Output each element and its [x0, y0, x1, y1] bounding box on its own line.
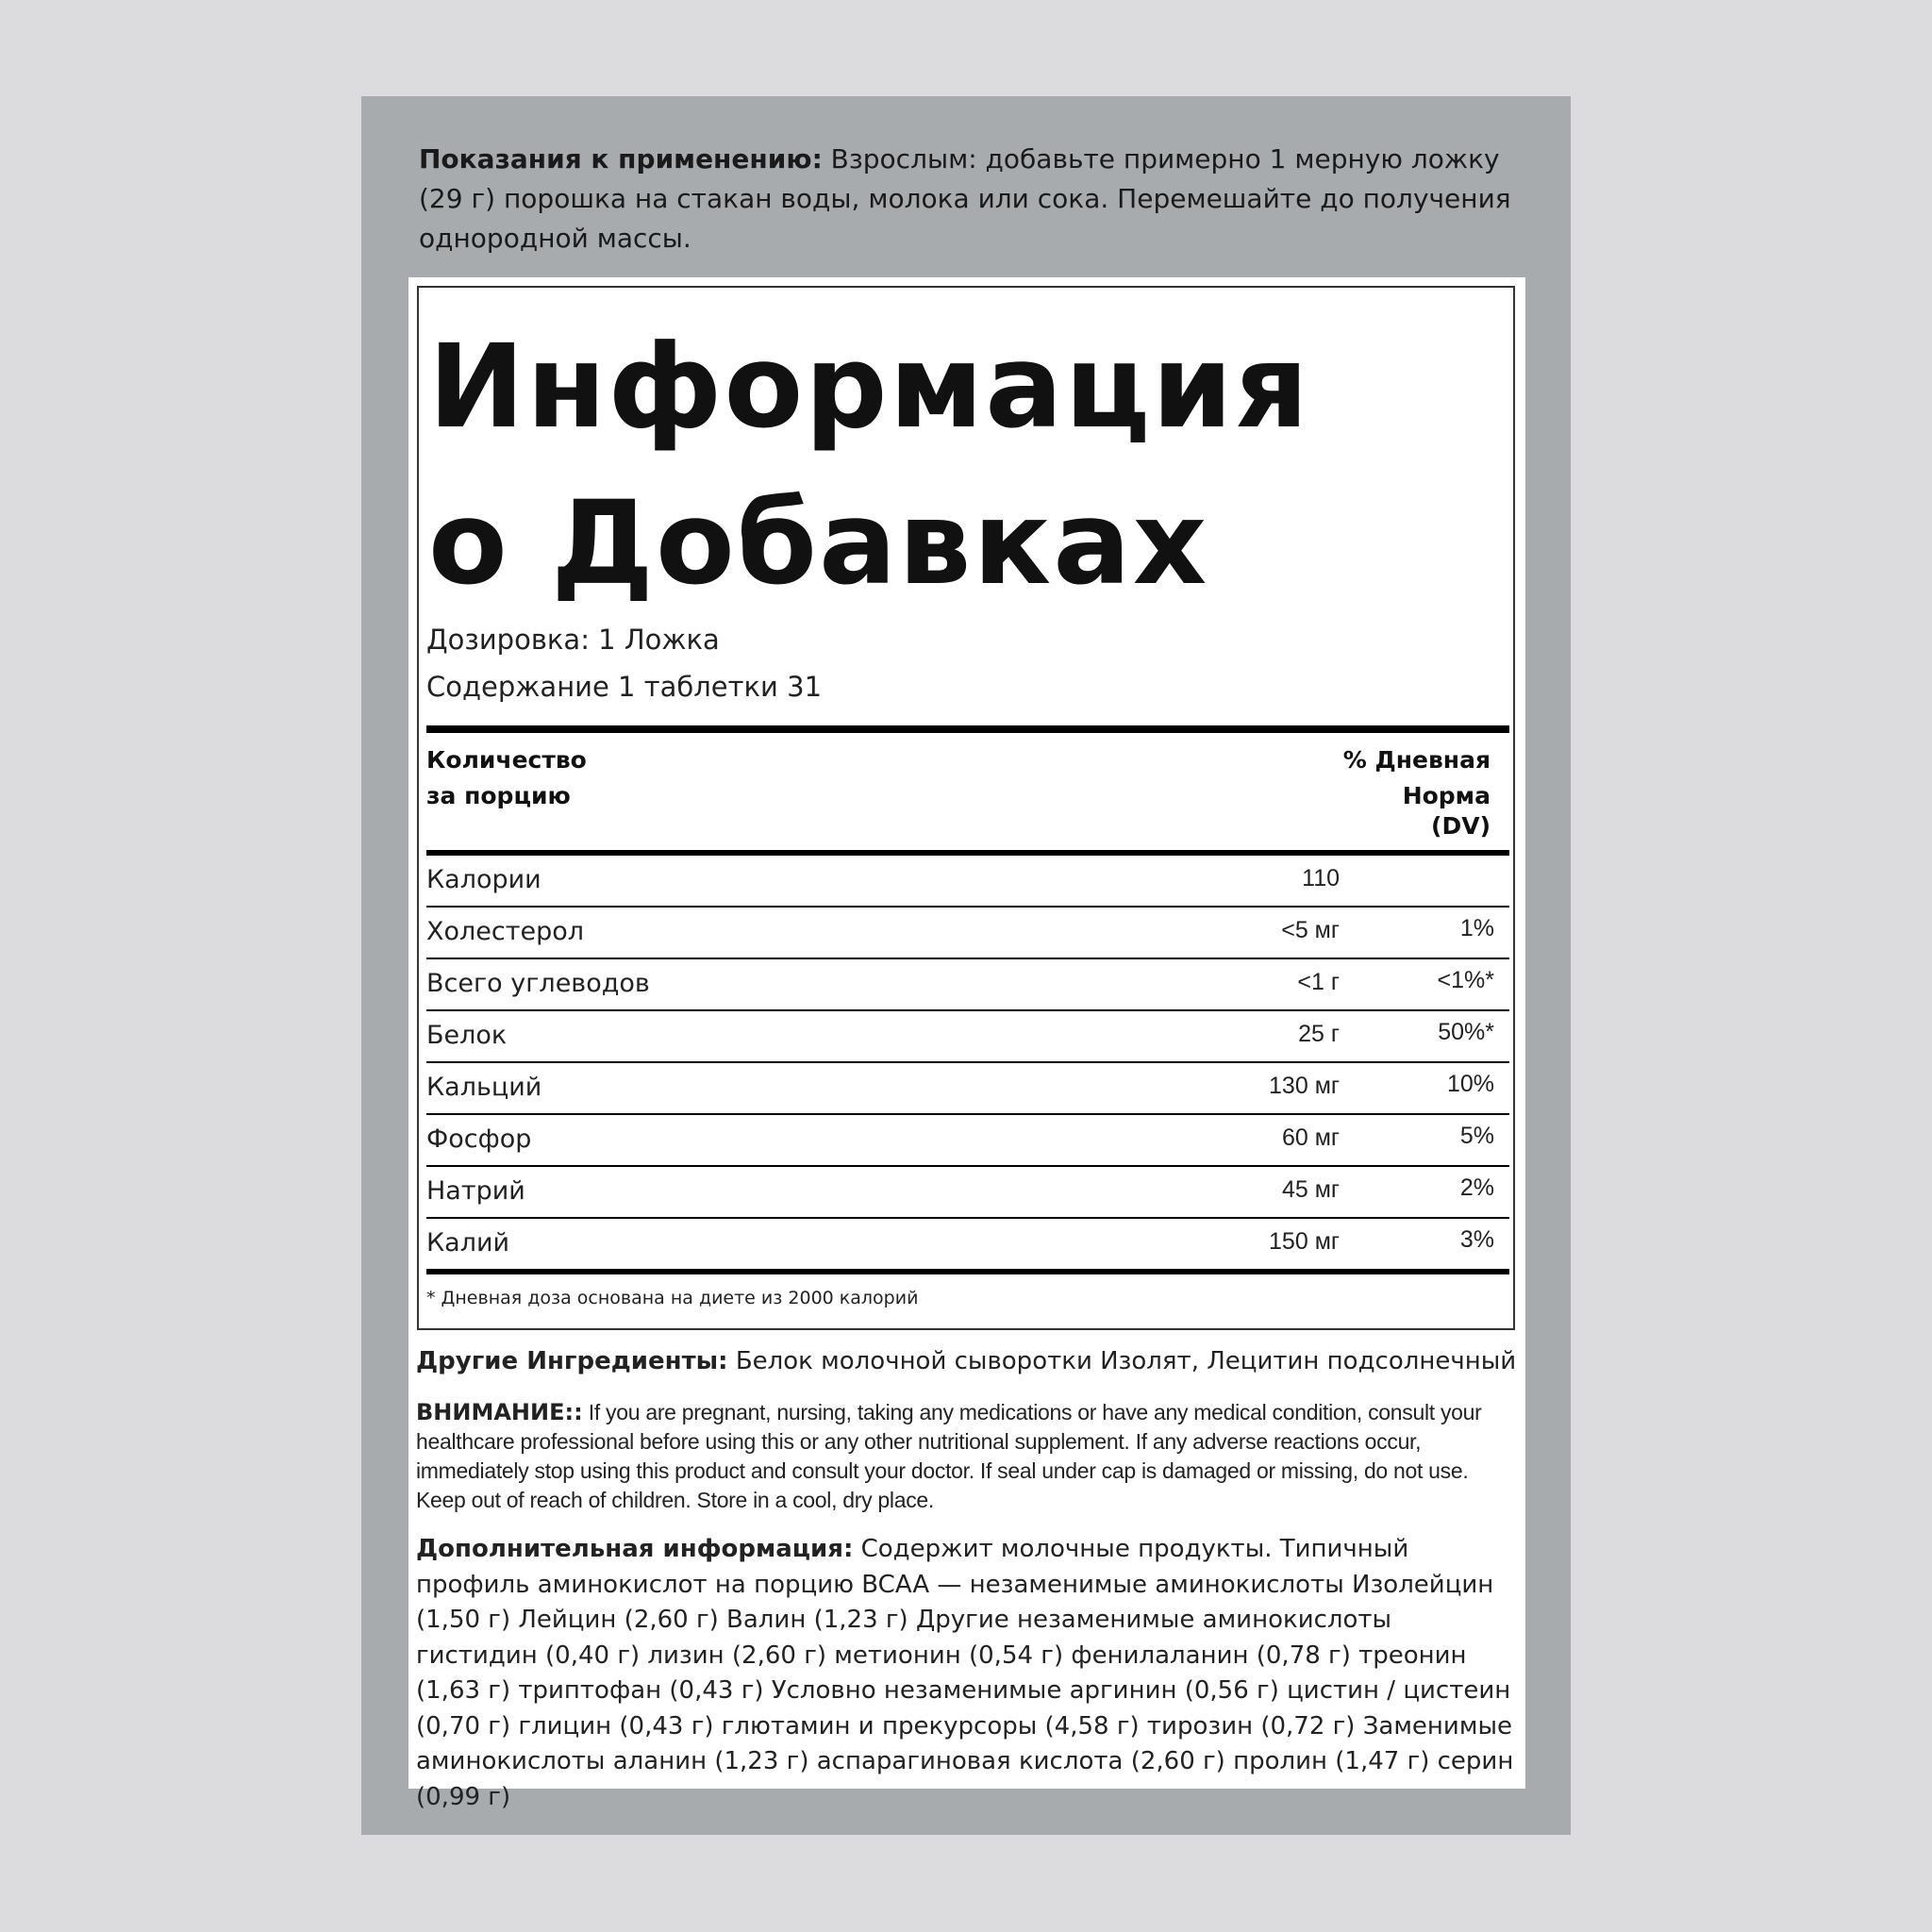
amount-header-line2: за порцию — [426, 782, 571, 809]
warning-text: If you are pregnant, nursing, taking any medications or have any medical condition, consult your healthcare professional before using this or any other nutritional supplement. If any adverse reactions occur, immediately stop using this product and consult your doctor. If seal under cap is damaged or missing, do not use. Keep out of reach of children. Store in a cool, dry place. — [416, 1400, 1482, 1512]
amount-header — [426, 742, 587, 814]
divider-thick — [426, 725, 1509, 733]
facts-title: Информация о Добавках — [428, 320, 1310, 610]
dv-header — [1343, 742, 1491, 839]
nutrient-row — [426, 1011, 1509, 1063]
directions-label: Показания к применению: — [419, 143, 823, 175]
nutrient-row — [426, 856, 1509, 908]
nutrient-name: Натрий — [426, 1176, 525, 1206]
divider-bottom — [426, 1269, 1509, 1274]
nutrient-name: Кальций — [426, 1073, 542, 1102]
nutrient-amount: 45 мг — [1281, 1176, 1340, 1203]
nutrient-amount: <5 мг — [1281, 917, 1340, 943]
nutrient-row — [426, 959, 1509, 1011]
nutrient-amount: 150 мг — [1269, 1228, 1340, 1255]
nutrient-name: Белок — [426, 1021, 508, 1050]
additional-info — [416, 1532, 1520, 1815]
servings-per-container: Содержание 1 таблетки 31 — [426, 671, 823, 703]
dv-header-line1: % Дневная — [1342, 746, 1491, 774]
directions-body: Взрослым: добавьте примерно 1 мерную ложку (29 г) порошка на стакан воды, молока или сока. Перемешайте до получения однородной массы. — [419, 143, 1511, 254]
supplement-facts-box — [417, 286, 1515, 1330]
additional-info-text: Содержит молочные продукты. Типичный профиль аминокислот на порцию BCAA — незаменимые аминокислоты Изолейцин (1,50 г) Лейцин (2,60 г) Валин (1,23 г) Другие незаменимые аминокислоты гистидин (0,40 г) лизин (2,60 г) метионин (0,54 г) фенилаланин (0,78 г) треонин (1,63 г) триптофан (0,43 г) Условно незаменимые аргинин (0,56 г) цистин / цистеин (0,70 г) глицин (0,43 г) глютамин и прекурсоры (4,58 г) тирозин (0,72 г) Заменимые аминокислоты аланин (1,23 г) аспарагиновая кислота (2,60 г) пролин (1,47 г) серин (0,99 г) — [416, 1535, 1514, 1811]
nutrient-row — [426, 1115, 1509, 1167]
nutrient-row — [426, 1063, 1509, 1115]
dv-header-line2: Норма — [1402, 782, 1491, 809]
directions-text — [419, 140, 1513, 258]
warning-label: ВНИМАНИЕ:: — [416, 1399, 583, 1425]
nutrient-dv: 50%* — [1438, 1019, 1494, 1045]
nutrient-dv: 10% — [1446, 1071, 1494, 1097]
nutrient-name: Фосфор — [426, 1124, 532, 1154]
amount-header-line1: Количество — [426, 746, 587, 774]
other-ingredients — [416, 1347, 1520, 1375]
other-ingredients-text: Белок молочной сыворотки Изолят, Лецитин подсолнечный — [727, 1347, 1517, 1375]
nutrient-amount: <1 г — [1297, 969, 1340, 995]
dv-header-line3: (DV) — [1431, 812, 1491, 840]
nutrient-amount: 60 мг — [1281, 1124, 1340, 1151]
serving-size: Дозировка: 1 Ложка — [426, 624, 720, 656]
additional-info-label: Дополнительная информация: — [416, 1535, 854, 1563]
nutrient-dv: 1% — [1459, 915, 1494, 941]
nutrient-row — [426, 1167, 1509, 1219]
nutrient-dv: 3% — [1459, 1226, 1494, 1253]
nutrient-name: Всего углеводов — [426, 969, 650, 998]
nutrient-amount: 130 мг — [1269, 1073, 1340, 1099]
dv-footnote: * Дневная доза основана на диете из 2000 калорий — [426, 1288, 919, 1308]
nutrient-name: Холестерол — [426, 917, 584, 946]
nutrient-amount: 110 — [1302, 865, 1340, 891]
supplement-label — [361, 96, 1571, 1835]
warning — [416, 1398, 1522, 1515]
nutrient-amount: 25 г — [1298, 1021, 1340, 1047]
nutrient-dv: 5% — [1459, 1123, 1494, 1149]
label-panel — [408, 277, 1525, 1811]
nutrient-name: Калории — [426, 865, 541, 894]
nutrient-dv: 2% — [1459, 1174, 1494, 1201]
nutrient-name: Калий — [426, 1228, 510, 1257]
other-ingredients-label: Другие Ингредиенты: — [416, 1347, 728, 1375]
nutrient-row — [426, 1219, 1509, 1271]
nutrient-dv: <1%* — [1437, 967, 1494, 993]
nutrient-row — [426, 908, 1509, 959]
